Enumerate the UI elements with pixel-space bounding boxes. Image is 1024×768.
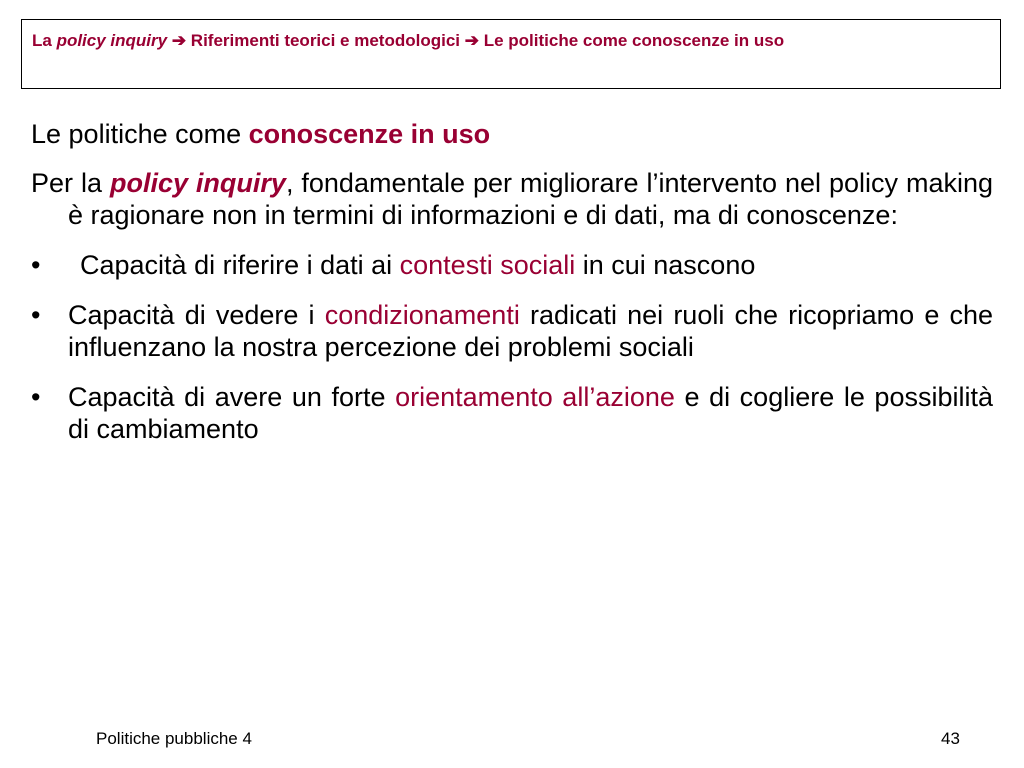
intro-prefix: Per la [31, 168, 110, 198]
footer-course-label: Politiche pubbliche 4 [96, 729, 252, 748]
intro-paragraph [31, 167, 993, 231]
heading-prefix: Le politiche come [31, 119, 249, 149]
bullet-prefix: Capacità di riferire i dati ai [80, 250, 400, 280]
bullet-icon: • [31, 250, 41, 280]
bullet-text [68, 299, 993, 363]
bullet-text [68, 249, 993, 281]
slide-title-box [21, 19, 1001, 89]
bullet-prefix: Capacità di vedere i [68, 300, 325, 330]
bullet-suffix: e di cogliere le possibilità di cambiamento [68, 382, 993, 444]
bullet-highlight: condizionamenti [324, 300, 520, 330]
bullet-highlight: orientamento all’azione [395, 382, 675, 412]
slide-number: 43 [941, 729, 960, 748]
slide-content [31, 118, 993, 463]
bullet-suffix: in cui nascono [575, 250, 756, 280]
section-heading [31, 118, 993, 150]
title-part-1: La [32, 31, 57, 50]
intro-suffix: , fondamentale per migliorare l’intervento nel policy making è ragionare non in termini di informazioni e di dati, ma di conoscenze: [68, 168, 993, 230]
title-part-3: Riferimenti teorici e metodologici [190, 31, 461, 50]
arrow-icon: ➔ [460, 31, 484, 50]
bullet-icon: • [31, 300, 41, 330]
arrow-icon: ➔ [167, 31, 191, 50]
title-part-2-italic: policy inquiry [56, 31, 168, 50]
title-part-4: Le politiche come conoscenze in uso [483, 31, 785, 50]
bullet-item [31, 249, 993, 281]
heading-highlight: conoscenze in uso [248, 119, 491, 149]
bullet-item [31, 381, 993, 445]
bullet-icon: • [31, 382, 41, 412]
bullet-suffix: radicati nei ruoli che ricopriamo e che influenzano la nostra percezione dei problemi sociali [68, 300, 994, 362]
intro-highlight: policy inquiry [109, 168, 286, 198]
bullet-item [31, 299, 993, 363]
bullet-prefix: Capacità di avere un forte [68, 382, 396, 412]
bullet-highlight: contesti sociali [399, 250, 576, 280]
bullet-text [68, 381, 993, 445]
